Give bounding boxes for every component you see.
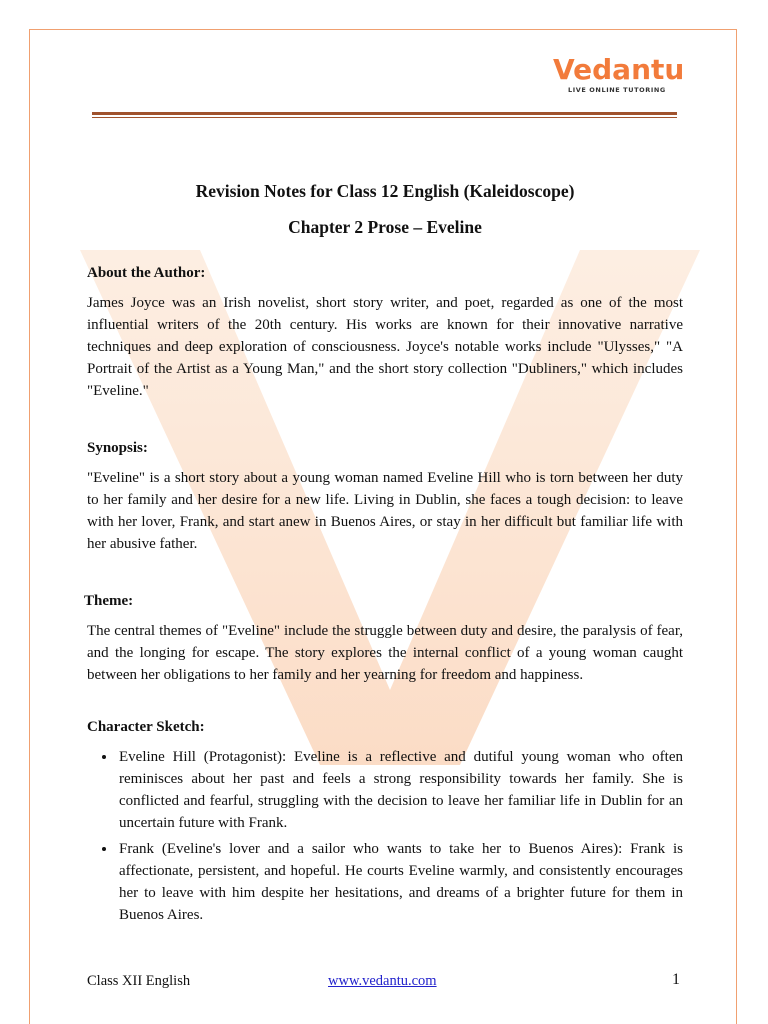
logo-tagline: LIVE ONLINE TUTORING	[568, 86, 666, 94]
section-body-theme: The central themes of "Eveline" include the struggle between duty and desire, the paralysis of fear, and the longing for escape. The story explores the internal conflict of a young woman caught between her obligations to her family and her yearning for freedom and happiness.	[87, 623, 683, 683]
section-heading-synopsis: Synopsis:	[87, 440, 148, 456]
document-title: Revision Notes for Class 12 English (Kaleidoscope)	[195, 181, 575, 201]
footer-class-label: Class XII English	[87, 973, 191, 989]
vedantu-logo	[553, 53, 685, 98]
header-rule-thin	[92, 117, 677, 118]
document-content	[84, 178, 683, 930]
section-heading-character-sketch: Character Sketch:	[87, 719, 205, 735]
list-item: • Eveline Hill (Protagonist): Eveline is a reflective and dutiful young woman who often reminisces about her past and feels a strong responsibility towards her family. She is conflicted and fearful, struggling with the decision to leave her familiar life in Dublin for an uncertain future with Frank.	[117, 746, 683, 834]
list-item: • Frank (Eveline's lover and a sailor who wants to take her to Buenos Aires): Frank is affectionate, persistent, and hopeful. He courts Eveline warmly, and consistently encourages her to leave with him despite her hesitations, and dreams of a brighter future for them in Buenos Aires.	[117, 838, 683, 926]
header-rule-thick	[92, 112, 677, 115]
document-subtitle: Chapter 2 Prose – Eveline	[288, 217, 482, 237]
section-heading-theme: Theme:	[84, 593, 134, 609]
logo-wordmark: Vedantu	[553, 53, 685, 86]
page-number: 1	[672, 971, 680, 988]
section-body-author: James Joyce was an Irish novelist, short story writer, and poet, regarded as one of the most influential writers of the 20th century. His works are known for their innovative narrative techniques and deep exploration of consciousness. Joyce's notable works include "Ulysses," "A Portrait of the Artist as a Young Man," and the short story collection "Dubliners," which includes "Eveline."	[87, 295, 683, 399]
section-heading-author: About the Author:	[87, 265, 206, 281]
section-body-synopsis: "Eveline" is a short story about a young woman named Eveline Hill who is torn between her duty to her family and her desire for a new life. Living in Dublin, she faces a tough decision: to leave with her lover, Frank, and start anew in Buenos Aires, or stay in her difficult but familiar life with her abusive father.	[87, 470, 683, 552]
footer-website-link[interactable]: www.vedantu.com	[328, 973, 437, 989]
character-list	[87, 746, 683, 926]
